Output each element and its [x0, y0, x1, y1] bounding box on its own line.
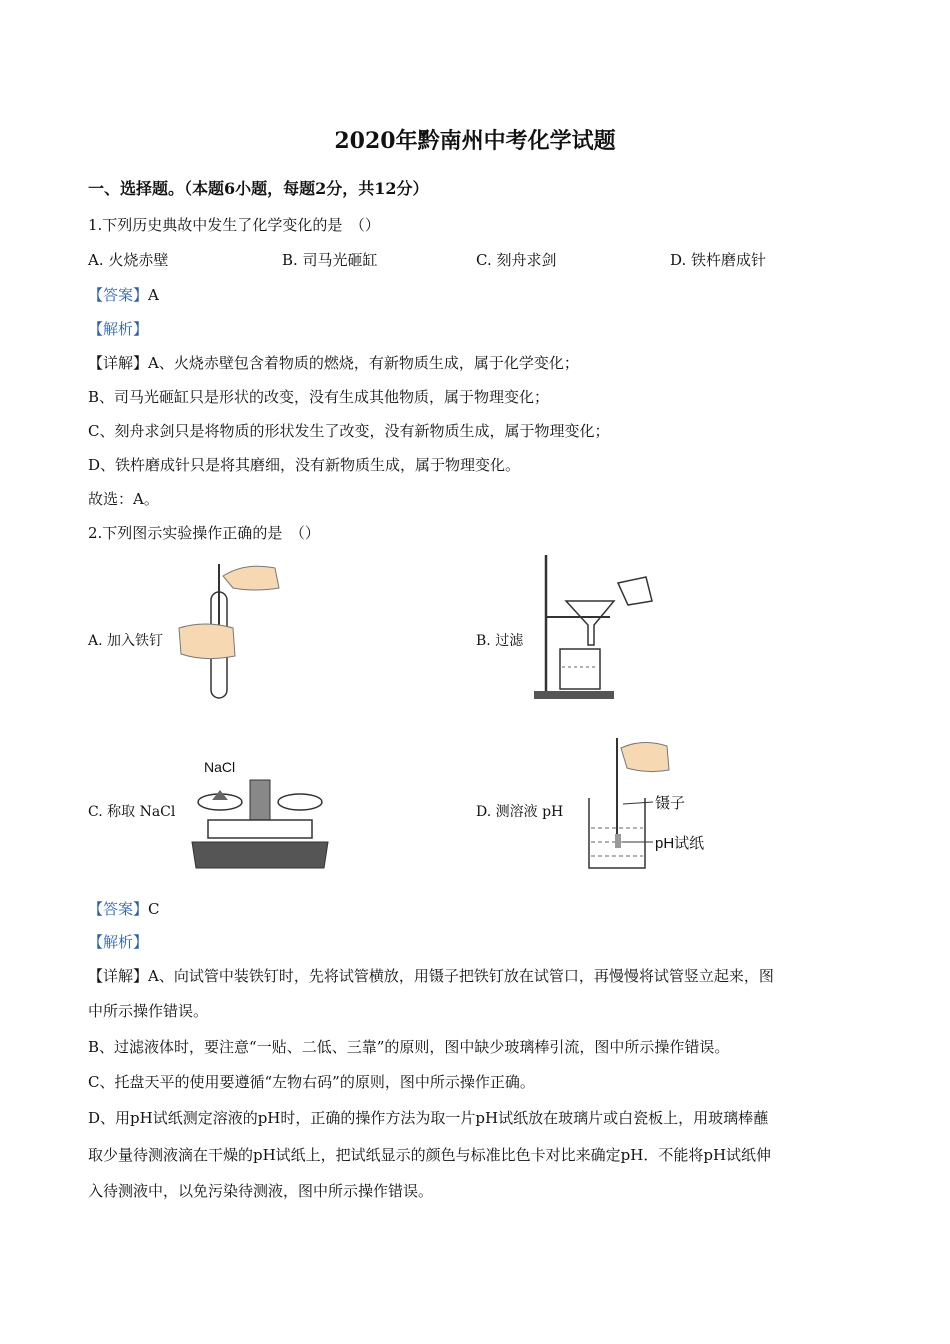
q2-detail-line: 取少量待测液滴在干燥的pH试纸上，把试纸显示的颜色与标准比色卡对比来确定pH．不能将pH试纸伸 — [88, 1146, 772, 1164]
ph-test-figure — [583, 738, 723, 878]
nacl-label: NaCl — [204, 759, 236, 775]
q1-answer — [88, 284, 159, 305]
answer-value: A — [148, 286, 159, 304]
detail-tag: 【详解】 — [88, 354, 149, 372]
answer-value: C — [148, 900, 160, 918]
q1-stem: 1.下列历史典故中发生了化学变化的是 （） — [88, 216, 380, 234]
detail-text: A、向试管中装铁钉时，先将试管横放，用镊子把铁钉放在试管口，再慢慢将试管竖立起来，图 — [148, 967, 774, 985]
q1-detail-line: C、刻舟求剑只是将物质的形状发生了改变，没有新物质生成，属于物理变化； — [88, 422, 610, 440]
q2-option-b: B. 过滤 — [476, 633, 524, 649]
q2-detail-line: 入待测液中，以免污染待测液，图中所示操作错误。 — [88, 1182, 434, 1200]
q1-option-b: B. 司马光砸缸 — [282, 251, 378, 269]
detail-tag: 【详解】 — [88, 967, 149, 985]
q1-detail-line: B、司马光砸缸只是形状的改变，没有生成其他物质，属于物理变化； — [88, 388, 550, 406]
answer-tag: 【答案】 — [88, 900, 149, 918]
q2-option-c: C. 称取 NaCl — [88, 804, 176, 820]
q2-option-a: A. 加入铁钉 — [88, 633, 164, 649]
q1-detail-line: 故选：A。 — [88, 490, 159, 508]
q2-detail-line — [88, 965, 774, 986]
q2-detail-line: 中所示操作错误。 — [88, 1002, 209, 1020]
document-title: 2020年黔南州中考化学试题 — [334, 128, 616, 154]
q2-detail-line: B、过滤液体时，要注意“一贴、二低、三靠”的原则，图中缺少玻璃棒引流，图中所示操作错误。 — [88, 1038, 730, 1056]
q2-detail-line: D、用pH试纸测定溶液的pH时，正确的操作方法为取一片pH试纸放在玻璃片或白瓷板上，用玻璃棒蘸 — [88, 1109, 769, 1127]
q2-analysis-tag: 【解析】 — [88, 933, 149, 951]
q2-detail-line: C、托盘天平的使用要遵循“左物右码”的原则，图中所示操作正确。 — [88, 1073, 535, 1091]
answer-tag: 【答案】 — [88, 286, 149, 304]
q1-option-a: A. 火烧赤壁 — [88, 251, 169, 269]
balance-figure — [188, 758, 333, 873]
q1-option-d: D. 铁杵磨成针 — [670, 251, 767, 269]
q2-stem: 2.下列图示实验操作正确的是 （） — [88, 524, 320, 542]
detail-text: A、火烧赤壁包含着物质的燃烧，有新物质生成，属于化学变化； — [148, 354, 579, 372]
ph-paper-label: pH试纸 — [655, 835, 705, 852]
section-heading: 一、选择题。（本题6小题，每题2分，共12分） — [88, 179, 429, 198]
q2-option-d: D. 测溶液 pH — [476, 804, 564, 820]
q1-detail-line: D、铁杵磨成针只是将其磨细，没有新物质生成，属于物理变化。 — [88, 456, 521, 474]
q2-answer — [88, 898, 160, 919]
test-tube-hand-figure — [175, 558, 285, 708]
tweezers-label: 镊子 — [655, 795, 686, 812]
q1-detail-line — [88, 352, 579, 373]
q1-option-c: C. 刻舟求剑 — [476, 251, 557, 269]
q1-analysis-tag: 【解析】 — [88, 320, 149, 338]
filtration-figure — [530, 555, 660, 705]
